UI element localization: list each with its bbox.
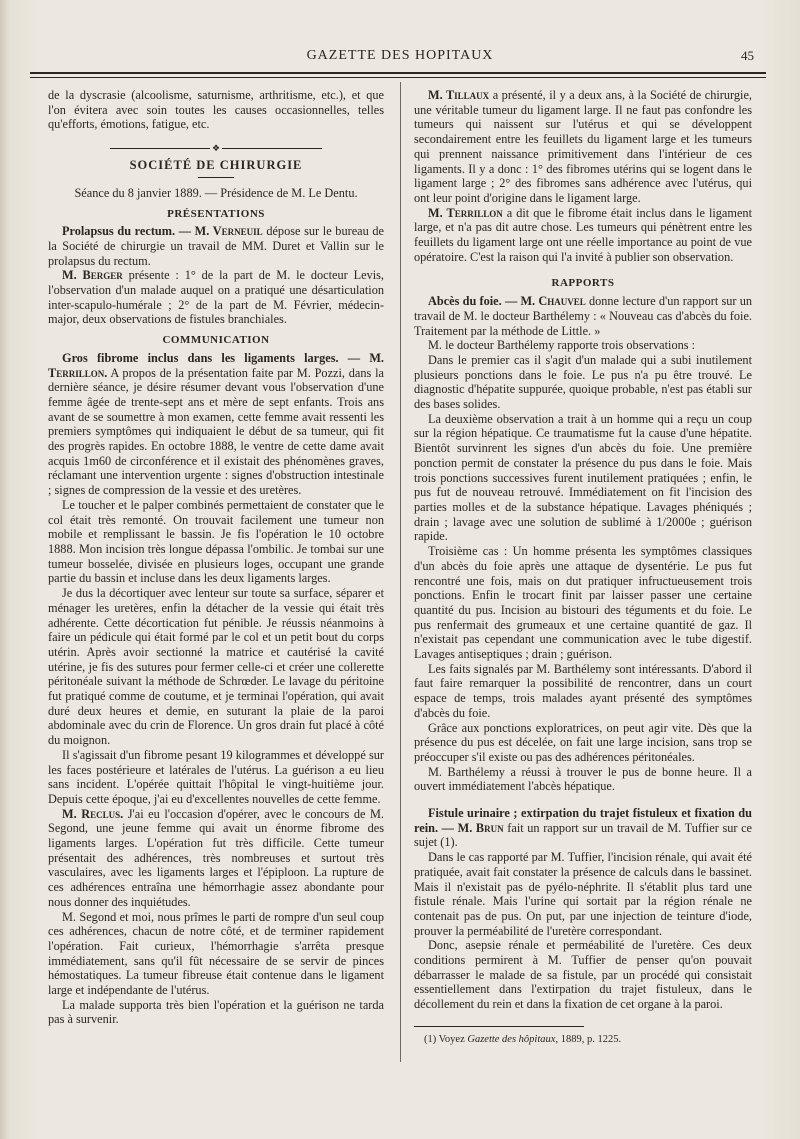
paragraph-fibrome-3: Je dus la décortiquer avec lenteur sur toute sa surface, séparer et ménager les uretères, enfin la détacher de la vessie qui était très adhérente. Cette décortication fut pénible. Je réussis néanmoins à faire un pédicule qui était formé par le col et un petit bout du corps utérin. Après avoir sectionné la matrice et cautérisé la cavité utérine, je fis des sutures pour fermer celle-ci et créer une collerette péritonéale suivant la méthode de Schrœder. Le lavage du péritoine fut pratiqué comme de coutume, et je terminai l'opération, qui avait duré deux heures et demie, en suturant la plaie de la paroi abdominale avec du crin de Florence. Un gros drain fut placé à côté du moignon. [48,586,384,748]
header-rule [30,72,766,78]
paragraph-fistule [414,806,752,850]
speaker-terrillon: — M. Terrillon. [48,350,384,380]
paragraph-fibrome [48,351,384,498]
column-divider [400,82,401,1062]
paragraph-fistule-3: Donc, asepsie rénale et perméabilité de l'uretère. Ces deux conditions permirent à M. Tuffier de penser qu'on pouvait débarrasser le malade de sa fistule, par un procédé qui consistait essentiellement dans l'extirpation du trajet fistuleux, dans le décollement du rein et dans la fixation de cet organe à la paroi. [414,938,752,1012]
paragraph-reclus-3: La malade supporta très bien l'opération et la guérison ne tarda pas à survenir. [48,997,384,1027]
speaker-verneuil: — M. Verneuil [178,224,263,239]
page-header [30,48,770,70]
speaker-reclus: M. Reclus. [62,806,124,821]
paragraph-tillaux [414,88,752,206]
paragraph-abces-7: Grâce aux ponctions exploratrices, on peut agir vite. Dès que la présence du pus est décelée, on fait une large incision, sans trop se préoccuper s'il existe ou pas des adhérences péritonéales. [414,720,752,764]
paragraph-fistule-2: Dans le cas rapporté par M. Tuffier, l'incision rénale, qui avait été pratiquée, avait fait constater la présence de calculs dans le bassinet. Mais il n'existait pas de pyélo-néphrite. Il s'établit plus tard une fistule rénale. Mais l'urine qui sortait par la région rénale ne contenait pas de pus. On put, par une injection de teinture d'iode, prouver la perméabilité de l'uretère correspondant. [414,850,752,938]
section-title: SOCIÉTÉ DE CHIRURGIE [129,158,303,173]
paragraph-terrillon-reply [414,206,752,265]
text-fibrome: A propos de la présentation faite par M. Pozzi, dans la dernière séance, je désire résumer devant vous l'observation d'une femme âgée de trente-sept ans et mère de sept enfants. Trois ans avant de se soumettre à mon examen, cette femme avait ressenti les premiers symptômes qui indiquaient le début de sa tumeur, qui fit des progrès rapides. En octobre 1888, le ventre de cette dame avait acquis 1m60 de circonférence et il existait des phénomènes graves, réclamant une intervention urgente : signes d'obstruction intestinale ; signes de compression de la vessie et des uretères. [48,365,384,498]
text-abces: donne lecture d'un rapport sur un travail de M. le docteur Barthélemy : « Nouveau cas d'abcès du foie. Traitement par la méthode de Little. » [414,294,753,338]
paragraph-fibrome-4: Il s'agissait d'un fibrome pesant 19 kilogrammes et développé sur les faces postérieure et latérales de l'utérus. La guérison a eu lieu sans incident. L'opérée quittait l'hôpital le vingt-huitième jour. Depuis cette époque, j'ai eu d'excellentes nouvelles de cette femme. [48,747,384,806]
paragraph-abces-8: M. Barthélemy a réussi à trouver le pus de bonne heure. Il a ouvert immédiatement l'abcès hépatique. [414,764,752,794]
lead-abces: Abcès du foie. [428,294,502,309]
intro-paragraph: de la dyscrasie (alcoolisme, saturnisme, arthritisme, etc.), et que l'on évitera avec soin toutes les causes occasionnelles, telles qu'efforts, émotions, fatigue, etc. [48,88,384,132]
paragraph-fibrome-2: Le toucher et le palper combinés permettaient de constater que le col était très remonté. On trouvait facilement une tumeur non mobile et remplissant le bassin. Je fis l'opération le 10 octobre 1888. Mon incision très longue dépassa l'ombilic. Je tombai sur une tumeur bosselée, divisée en plusieurs loges, occupant une grande partie du bassin et incluse dans les deux ligaments larges. [48,497,384,586]
speaker-chauvel: — M. Chauvel [504,294,586,309]
lead-prolapsus: Prolapsus du rectum. [62,224,176,239]
paragraph-abces-6: Les faits signalés par M. Barthélemy sont intéressants. D'abord il faut faire remarquer la possibilité de rencontrer, dans un court espace de temps, trois malades ayant présenté des symptômes d'abcès du foie. [414,661,752,720]
speaker-tillaux: M. Tillaux [428,88,490,102]
lead-fibrome: Gros fibrome inclus dans les ligaments larges. [62,350,339,365]
section-ornament: ❖ [48,140,384,148]
text-prolapsus: dépose sur le bureau de la Société de chirurgie un travail de MM. Duret et Vallin sur le prolapsus du rectum. [48,224,385,268]
seance-line: Séance du 8 janvier 1889. — Présidence de M. Le Dentu. [74,185,358,200]
left-column [48,88,384,1027]
communication-heading: COMMUNICATION [162,334,270,347]
paragraph-abces-3: Dans le premier cas il s'agit d'un malade qui a subi inutilement plusieurs ponctions dans le foie. Le pus n'a pu être trouvé. Le diagnostic d'hépatite suppurée, quoique probable, n'est pas établi sur des bases solides. [414,352,752,412]
footnote [414,1033,752,1048]
footnote-source: Gazette des hôpitaux [467,1033,556,1045]
lead-fistule: Fistule urinaire ; extirpation du trajet fistuleux et fixation du rein. [414,806,752,835]
paragraph-abces-5: Troisième cas : Un homme présenta les symptômes classiques d'un abcès du foie après une attaque de dysentérie. Le pus fut rencontré une fois, mais on dut pratiquer infructueusement trois ponctions. Enfin le trocart finit par laisser passer une certaine quantité du pus. Incision au bistouri des téguments et du foie. Le pus renfermait des grumeaux et une certaine quantité de gaz. Il n'existait pas cependant une communication avec le tube digestif. Lavages antiseptiques ; drain ; guérison. [414,544,752,662]
page-number: 45 [741,48,754,63]
journal-title: GAZETTE DES HOPITAUX [306,48,494,63]
paragraph-abces-2: M. le docteur Barthélemy rapporte trois observations : [428,338,696,353]
footnote-prefix: (1) Voyez [424,1033,465,1045]
paragraph-reclus-2: M. Segond et moi, nous prîmes le parti de rompre d'un seul coup ces adhérences, chacun de notre côté, et de terminer rapidement l'opération. Fait curieux, l'hémorrhagie s'arrêta presque immédiatement, sans qu'il fût nécessaire de se servir de pinces hémostatiques. La tumeur fibreuse était contenue dans le ligament large et indépendante de l'utérus. [48,909,384,998]
text-tillaux: a présenté, il y a deux ans, à la Société de chirurgie, une véritable tumeur du ligament large. Il ne faut pas confondre les tumeurs qui naissent sur l'utérus et qui se développent secondairement entre les feuillets du ligament large et les tumeurs qui prennent naissance primitivement dans l'intérieur de ces ligaments. Il y a donc : 1° des fibromes utérins qui se logent dans le ligament large ; 2° des fibromes sans adhérence avec l'utérus, qui ont leur point d'origine dans le ligament large. [414,88,752,205]
text-berger: présente : 1° de la part de M. le docteur Levis, l'observation d'un malade auquel on a pratiqué une désarticulation inter-scapulo-humérale ; 2° de la part de M. Février, médecin-major, deux observations de fistules branchiales. [48,268,384,327]
paragraph-abces-4: La deuxième observation a trait à un homme qui a reçu un coup sur la région hépatique. Ce traumatisme fut la cause d'une hépatite. Bientôt survinrent les signes d'un abcès du foie. Une première ponction permit de constater la présence du pus dans le foie. Mais trois ponctions successives furent inutilement pratiquées ; enfin, le pus fut de nouveau retrouvé. Immédiatement on fit l'incision des parties molles et de la substance hépatique. Lavages phéniqués ; drain ; lavage avec une solution de sublimé à 1/2000e ; guérison rapide. [414,411,752,544]
paragraph-reclus [48,807,384,910]
footnote-rule [414,1026,584,1027]
presentations-heading: PRÉSENTATIONS [167,207,265,220]
section-rule [198,177,234,178]
speaker-terrillon-reply: M. Terrillon [428,205,503,220]
text-reclus: J'ai eu l'occasion d'opérer, avec le concours de M. Segond, une jeune femme qui avait un énorme fibrome des ligaments larges. L'opération fut très difficile. Cette tumeur présentait des adhérences, très nombreuses et surtout très vasculaires, avec les ligaments larges et l'épiploon. La rupture de ces adhérences entraîna une hémorrhagie assez abondante pour nous donner des inquiétudes. [48,806,384,909]
paragraph-abces [414,294,752,338]
paragraph-prolapsus [48,224,384,268]
footnote-suffix: , 1889, p. 1225. [555,1033,622,1045]
speaker-brun: — M. Brun [441,820,504,835]
text-fistule: fait un rapport sur un travail de M. Tuffier sur ce sujet (1). [414,820,753,850]
paragraph-berger [48,268,384,327]
rapports-heading: RAPPORTS [551,277,615,290]
speaker-berger: M. Berger [62,268,123,283]
right-column [414,88,752,1048]
text-terrillon-reply: a dit que le fibrome était inclus dans le ligament large, et n'a pas dit autre chose. Les tumeurs qui pénètrent entre les feuillets du ligament large ont une réelle importance au point de vue opératoire. C'est la raison qui l'a invité à publier son observation. [414,205,752,264]
